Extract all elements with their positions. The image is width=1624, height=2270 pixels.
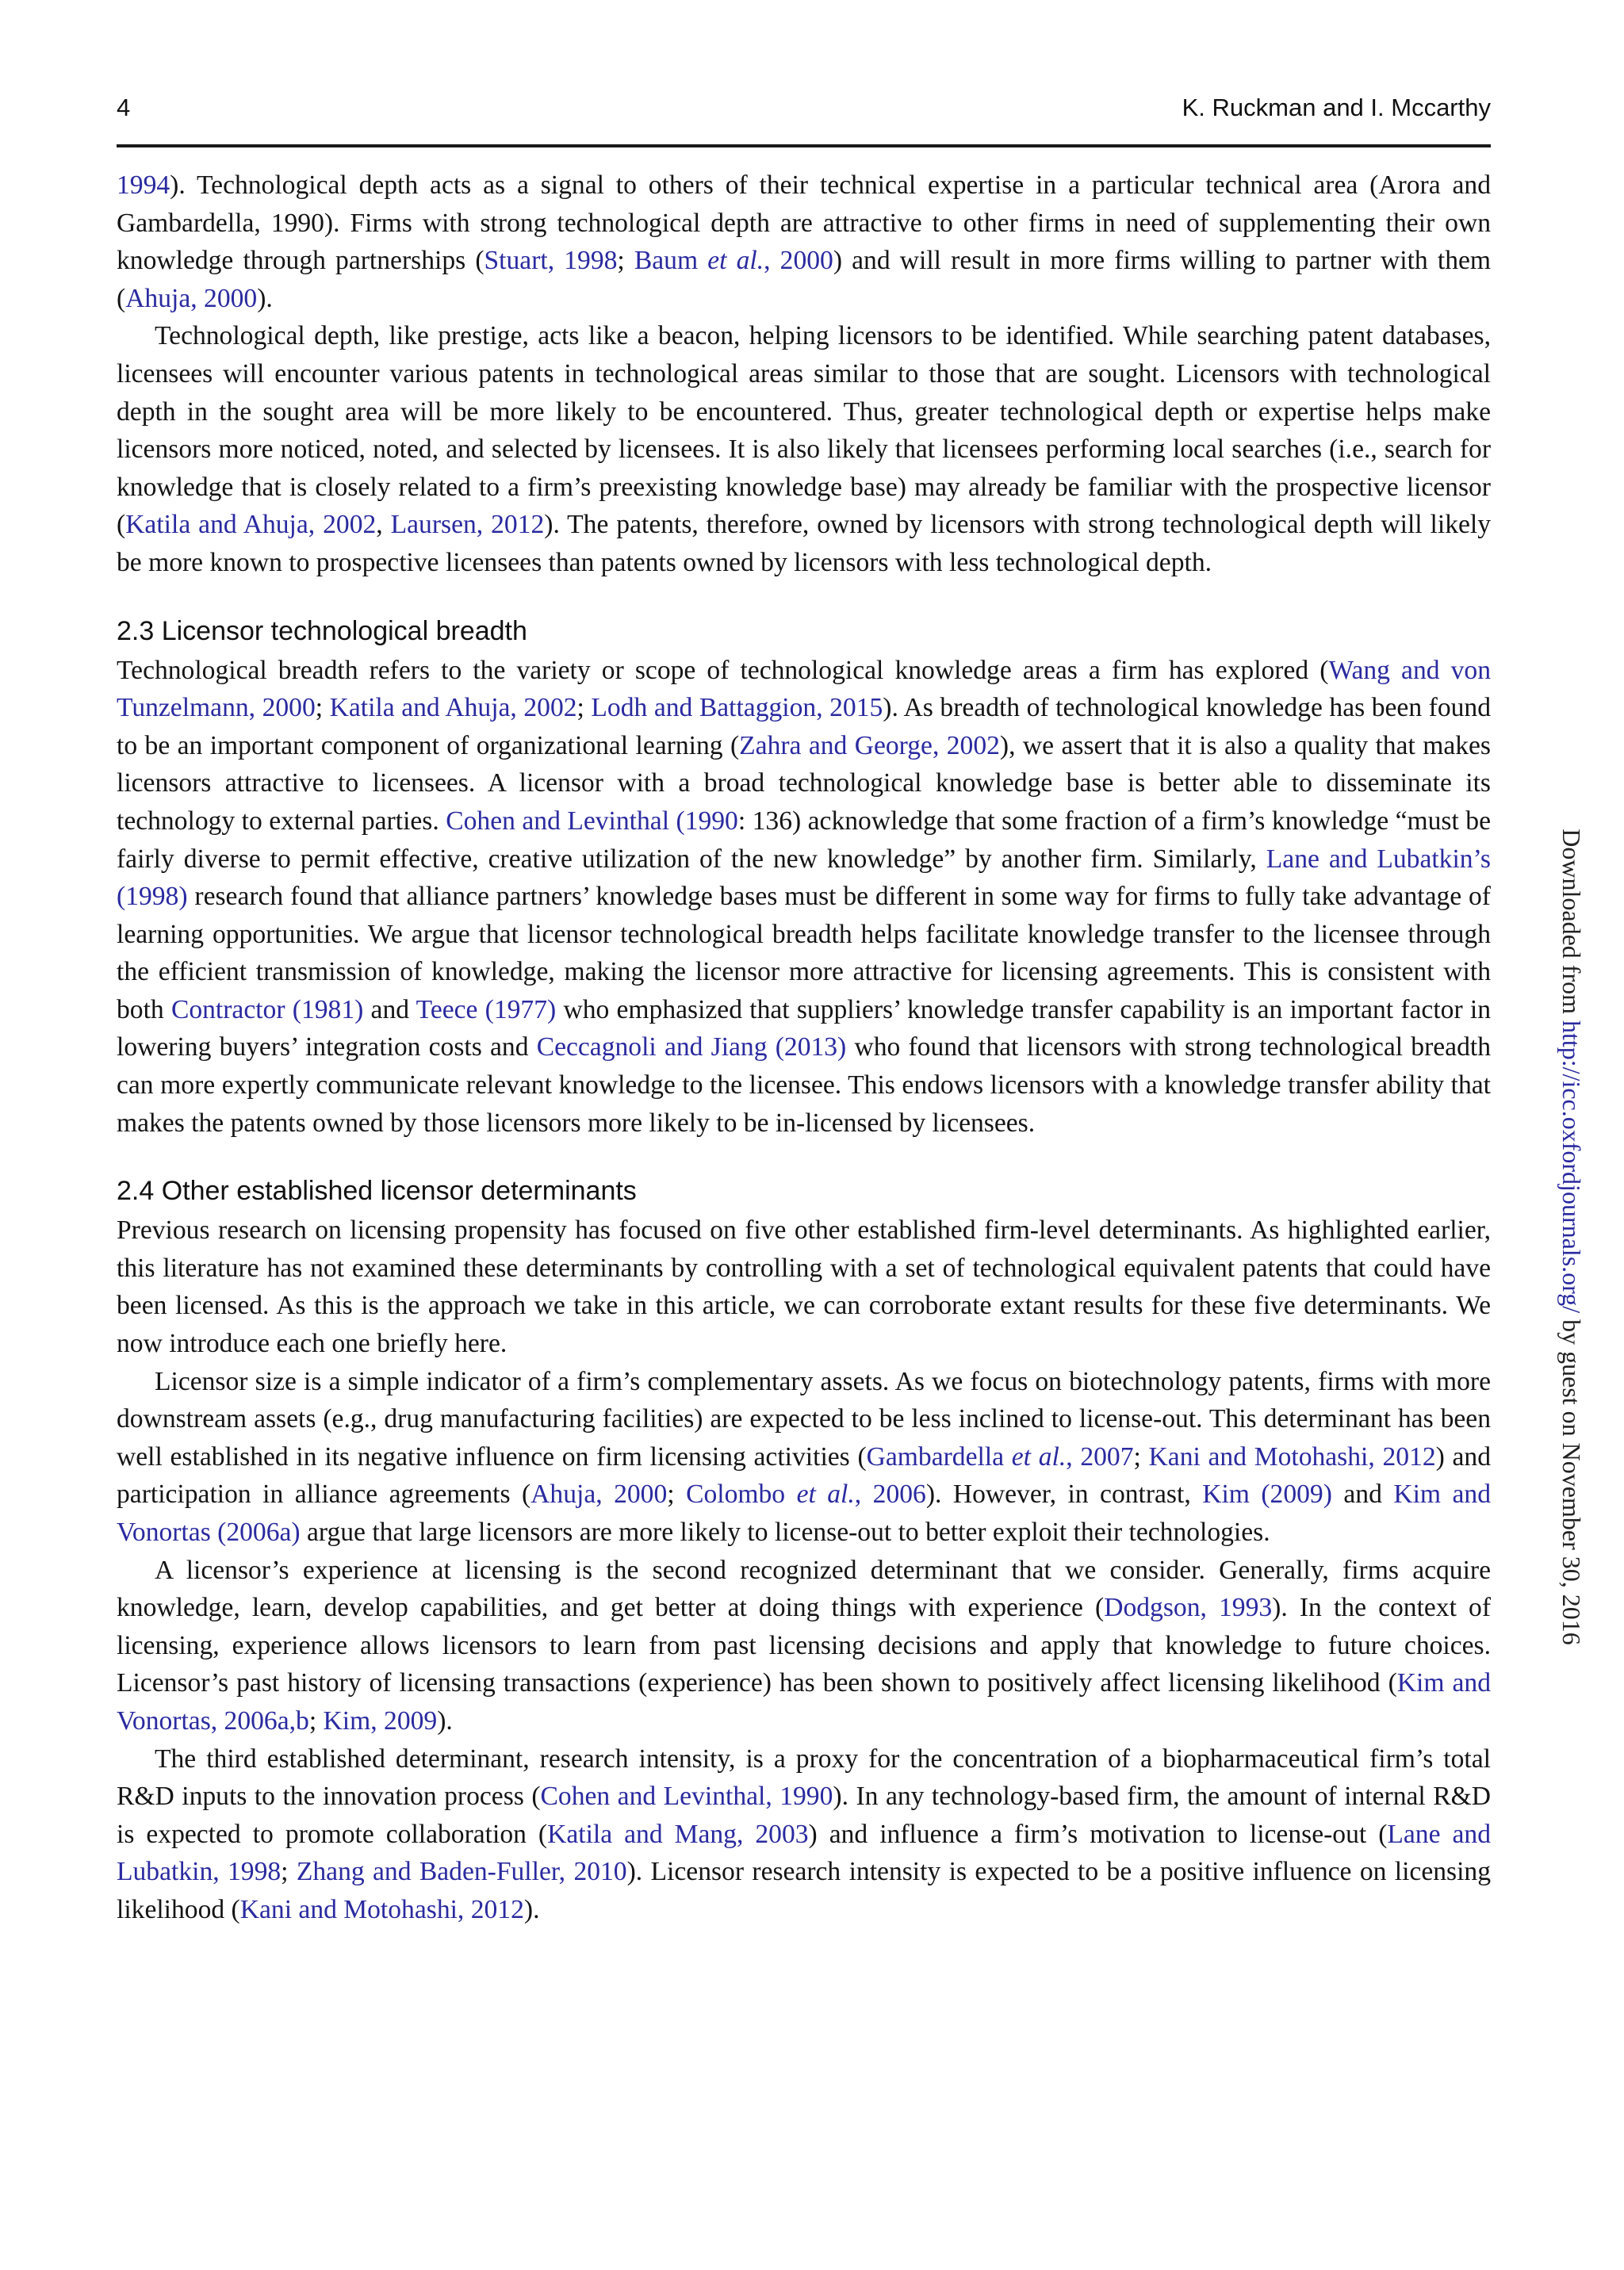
article-body [117, 167, 1491, 1929]
running-head-authors: K. Ruckman and I. Mccarthy [1182, 94, 1491, 121]
citation-link[interactable]: Lane and Lubatkin, 1998 [117, 1819, 1491, 1887]
citation-link[interactable]: Zahra and George, 2002 [739, 730, 1000, 760]
journal-url-link[interactable]: http://icc.oxfordjournals.org/ [1557, 1020, 1586, 1314]
download-watermark: Downloaded from http://icc.oxfordjournals.org/ by guest on November 30, 2016 [1557, 829, 1586, 1645]
citation-link[interactable]: Katila and Ahuja, 2002 [329, 693, 577, 723]
citation-link[interactable]: Kim and Vonortas, 2006a,b [117, 1668, 1491, 1736]
citation-link[interactable]: 1994 [117, 170, 170, 200]
citation-link[interactable]: Laursen, 2012 [390, 510, 545, 540]
citation-link[interactable]: Kim (2009) [1202, 1480, 1332, 1510]
citation-link[interactable]: Wang and von Tunzelmann, 2000 [117, 655, 1492, 723]
citation-link[interactable]: Cohen and Levinthal, 1990 [540, 1782, 833, 1812]
paragraph-breadth: Technological breadth refers to the variety or scope of technological knowledge areas a firm has explored (Wang and von Tunzelmann, 2000; Katila and Ahuja, 2002; Lodh and Battaggion, 2015). As breadth of technological knowledge has been found to be an important component of organizational learning (Zahra and George, 2002), we assert that it is also a quality that makes licensors attractive to licensees. A licensor with a broad technological knowledge base is better able to disseminate its technology to external parties. Cohen and Levinthal (1990: 136) acknowledge that some fraction of a firm’s knowledge “must be fairly diverse to permit effective, creative utilization of the new knowledge” by another firm. Similarly, Lane and Lubatkin’s (1998) research found that alliance partners’ knowledge bases must be different in some way for firms to fully take advantage of learning opportunities. We argue that licensor technological breadth helps facilitate knowledge transfer to the licensee through the efficient transmission of knowledge, making the licensor more attractive for licensing agreements. This is consistent with both Contractor (1981) and Teece (1977) who emphasized that suppliers’ knowledge transfer capability is an important factor in lowering buyers’ integration costs and Ceccagnoli and Jiang (2013) who found that licensors with strong technological breadth can more expertly communicate relevant knowledge to the licensee. This endows licensors with a knowledge transfer ability that makes the patents owned by those licensors more likely to be in-licensed by licensees. [117, 655, 1492, 1138]
citation-link[interactable]: Ahuja, 2000 [530, 1480, 668, 1510]
paragraph-depth-signal: 1994). Technological depth acts as a signal to others of their technical expertise in a particular technical area (Arora and Gambardella, 1990). Firms with strong technological depth are attractive to other firms in need of supplementing their own knowledge through partnerships (Stuart, 1998; Baum et al., 2000) and will result in more firms willing to partner with them (Ahuja, 2000). [117, 170, 1492, 313]
citation-link[interactable]: Colombo et al., 2006 [686, 1480, 926, 1510]
citation-link[interactable]: Cohen and Levinthal (1990 [446, 806, 738, 836]
paragraph-determinants-intro: Previous research on licensing propensity has focused on five other established firm-level determinants. As highlighted earlier, this literature has not examined these determinants by controlling with a set of technological equivalent patents that could have been licensed. As this is the approach we take in this article, we can corroborate extant results for these five determinants. We now introduce each one briefly here. [117, 1215, 1491, 1359]
paragraph-licensor-size: Licensor size is a simple indicator of a firm’s complementary assets. As we focus on biotechnology patents, firms with more downstream assets (e.g., drug manufacturing facilities) are expected to be less inclined to license-out. This determinant has been well established in its negative influence on firm licensing activities (Gambardella et al., 2007; Kani and Motohashi, 2012) and participation in alliance agreements (Ahuja, 2000; Colombo et al., 2006). However, in contrast, Kim (2009) and Kim and Vonortas (2006a) argue that large licensors are more likely to license-out to better exploit their technologies. [117, 1366, 1492, 1547]
citation-link[interactable]: Katila and Ahuja, 2002 [125, 510, 377, 540]
citation-link[interactable]: Dodgson, 1993 [1104, 1593, 1273, 1623]
citation-link[interactable]: Zhang and Baden-Fuller, 2010 [296, 1857, 627, 1887]
citation-link[interactable]: Contractor (1981) [170, 994, 364, 1024]
paragraph-depth-beacon: Technological depth, like prestige, acts like a beacon, helping licensors to be identified. While searching patent databases, licensees will encounter various patents in technological areas similar to those that are sought. Licensors with technological depth in the sought area will be more likely to be encountered. Thus, greater technological depth or expertise helps make licensors more noticed, noted, and selected by licensees. It is also likely that licensees performing local searches (i.e., search for knowledge that is closely related to a firm’s preexisting knowledge base) may already be familiar with the prospective licensor (Katila and Ahuja, 2002, Laursen, 2012). The patents, therefore, owned by licensors with strong technological depth will likely be more known to prospective licensees than patents owned by licensors with less technological depth. [117, 321, 1492, 577]
section-heading-2-3: 2.3 Licensor technological breadth [117, 615, 527, 646]
paragraph-licensor-experience: A licensor’s experience at licensing is the second recognized determinant that we consider. Generally, firms acquire knowledge, learn, develop capabilities, and get better at doing things with experience (Dodgson, 1993). In the context of licensing, experience allows licensors to learn from past licensing decisions and apply that knowledge to future choices. Licensor’s past history of licensing transactions (experience) has been shown to positively affect licensing likelihood (Kim and Vonortas, 2006a,b; Kim, 2009). [117, 1555, 1492, 1736]
citation-link[interactable]: Teece (1977) [416, 994, 557, 1024]
section-heading-2-4: 2.4 Other established licensor determinants [117, 1176, 637, 1207]
citation-link[interactable]: Kani and Motohashi, 2012 [1148, 1441, 1436, 1472]
citation-link[interactable]: Ceccagnoli and Jiang (2013) [536, 1032, 847, 1062]
citation-link[interactable]: Stuart, 1998 [484, 246, 618, 276]
page-header [117, 89, 1491, 147]
citation-link[interactable]: Gambardella et al., 2007 [866, 1441, 1134, 1472]
paragraph-research-intensity: The third established determinant, research intensity, is a proxy for the concentration of a biopharmaceutical firm’s total R&D inputs to the innovation process (Cohen and Levinthal, 1990). In any technology-based firm, the amount of internal R&D is expected to promote collaboration (Katila and Mang, 2003) and influence a firm’s motivation to license-out (Lane and Lubatkin, 1998; Zhang and Baden-Fuller, 2010). Licensor research intensity is expected to be a positive influence on licensing likelihood (Kani and Motohashi, 2012). [117, 1744, 1492, 1924]
citation-link[interactable]: Baum et al., 2000 [634, 246, 833, 276]
citation-link[interactable]: Lodh and Battaggion, 2015 [591, 693, 883, 723]
citation-link[interactable]: Kim and Vonortas (2006a) [117, 1480, 1491, 1547]
citation-link[interactable]: Kim, 2009 [323, 1705, 438, 1736]
page-number: 4 [117, 94, 131, 121]
citation-link[interactable]: Lane and Lubatkin’s (1998) [117, 844, 1491, 912]
citation-link[interactable]: Katila and Mang, 2003 [547, 1819, 809, 1849]
citation-link[interactable]: Kani and Motohashi, 2012 [239, 1894, 524, 1924]
citation-link[interactable]: Ahuja, 2000 [125, 283, 258, 313]
